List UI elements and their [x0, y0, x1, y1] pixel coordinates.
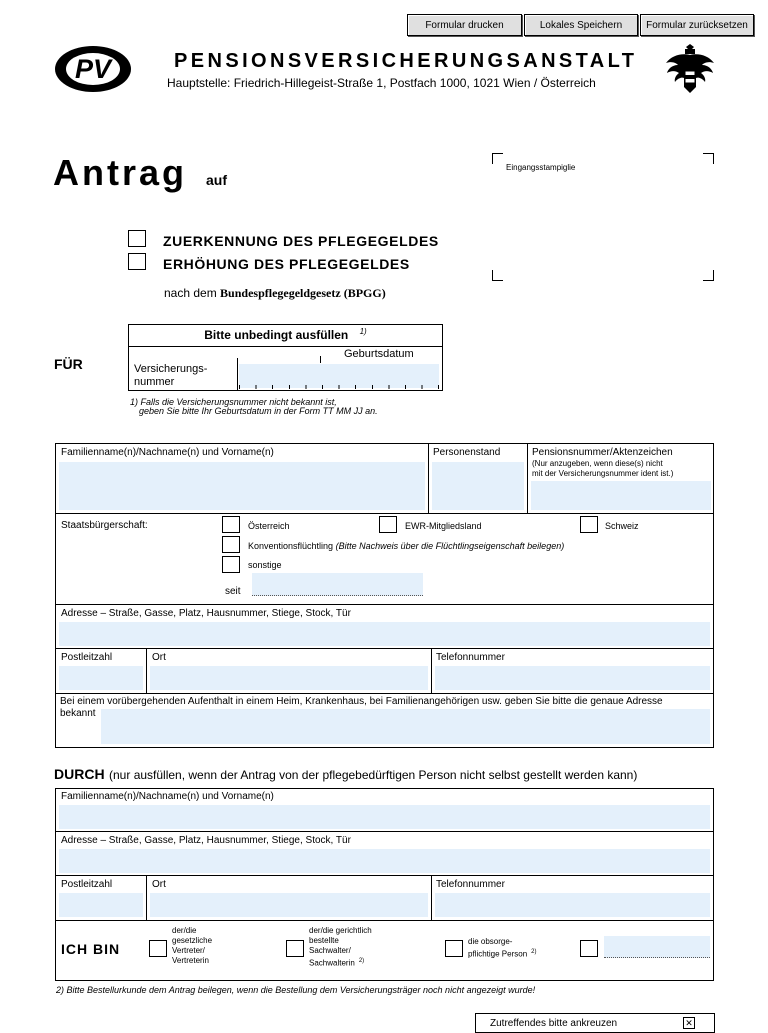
- required-box-vdivider: [237, 358, 238, 391]
- durch-label: DURCH: [54, 766, 105, 782]
- durch-city-input[interactable]: [150, 893, 428, 917]
- zip-input[interactable]: [59, 666, 143, 690]
- law-reference: [164, 286, 386, 301]
- bottom-hint-text: Zutreffendes bitte ankreuzen: [490, 1018, 618, 1029]
- durch-phone-label: Telefonnummer: [436, 879, 505, 890]
- durch-name-label: Familienname(n)/Nachname(n) und Vorname(n): [61, 791, 274, 802]
- required-box-title: [128, 327, 443, 342]
- role-guardian-label: [309, 926, 372, 969]
- role-guardian-fn: 2): [358, 958, 365, 964]
- durch-zip-label: Postleitzahl: [61, 879, 113, 890]
- status-input[interactable]: [432, 462, 524, 510]
- role-custodian-text: die obsorge- pflichtige Person: [468, 937, 528, 959]
- required-box-footnote: 1): [359, 327, 367, 336]
- person-hdiv3: [55, 648, 714, 649]
- cit-refugee-note: (Bitte Nachweis über die Flüchtlingseigenschaft beilegen): [335, 541, 565, 551]
- ich-bin-label: ICH BIN: [61, 941, 121, 957]
- city-label: Ort: [152, 652, 166, 663]
- durch-hdiv3: [55, 920, 714, 921]
- cit-ewr-checkbox[interactable]: [379, 516, 397, 533]
- durch-hdiv2: [55, 875, 714, 876]
- law-prefix: nach dem: [164, 286, 217, 300]
- address-input[interactable]: [59, 622, 710, 646]
- cit-other-label: sonstige: [248, 560, 282, 570]
- cit-other-checkbox[interactable]: [222, 556, 240, 573]
- option-increase-label: ERHÖHUNG DES PFLEGEGELDES: [163, 256, 410, 272]
- phone-input[interactable]: [435, 666, 710, 690]
- option-increase-checkbox[interactable]: [128, 253, 146, 270]
- person-hdiv4: [55, 693, 714, 694]
- status-label: Personenstand: [433, 447, 501, 458]
- law-name: Bundespflegegeldgesetz (BPGG): [220, 286, 386, 300]
- stamp-corner-tl: [492, 153, 503, 164]
- role-custodian-fn: 2): [531, 949, 537, 955]
- page-title: Antrag: [53, 152, 187, 193]
- cit-swiss-checkbox[interactable]: [580, 516, 598, 533]
- role-other-input[interactable]: [604, 936, 710, 958]
- bottom-hint-check-icon: ✕: [683, 1017, 695, 1029]
- temp-address-label: Bei einem vorübergehenden Aufenthalt in einem Heim, Krankenhaus, bei Familienangehörigen usw. geben Sie bitte die genaue Adresse bekannt: [60, 696, 663, 719]
- stamp-corner-br: [703, 270, 714, 281]
- phone-label: Telefonnummer: [436, 652, 505, 663]
- birthdate-tick: [320, 356, 321, 363]
- durch-vdiv2: [431, 875, 432, 920]
- cit-ewr-label: EWR-Mitgliedsland: [405, 521, 482, 531]
- durch-name-input[interactable]: [59, 805, 710, 829]
- durch-vdiv1: [146, 875, 147, 920]
- fuer-label: FÜR: [54, 356, 83, 372]
- option-award-checkbox[interactable]: [128, 230, 146, 247]
- cit-refugee-checkbox[interactable]: [222, 536, 240, 553]
- role-guardian-text: der/die gerichtlich bestellte Sachwalter/ Sachwalterin: [309, 926, 372, 968]
- name-label: Familienname(n)/Nachname(n) und Vorname(n): [61, 447, 274, 458]
- temp-address-input[interactable]: [101, 709, 710, 744]
- person-vdiv2: [527, 443, 528, 513]
- person-vdiv3: [146, 648, 147, 693]
- required-box-title-text: Bitte unbedingt ausfüllen: [204, 328, 349, 342]
- durch-address-label: Adresse – Straße, Gasse, Platz, Hausnummer, Stiege, Stock, Tür: [61, 835, 351, 846]
- footnote2: 2) Bitte Bestellurkunde dem Antrag beilegen, wenn die Bestellung dem Versicherungsträger noch nicht angezeigt wurde!: [56, 985, 536, 995]
- stamp-corner-tr: [703, 153, 714, 164]
- birthdate-label: Geburtsdatum: [344, 348, 414, 360]
- role-guardian-checkbox[interactable]: [286, 940, 304, 957]
- page-title-sub: auf: [206, 172, 227, 188]
- required-box-divider: [128, 346, 443, 347]
- org-name: PENSIONSVERSICHERUNGSANSTALT: [174, 50, 638, 72]
- person-hdiv1: [55, 513, 714, 514]
- durch-city-label: Ort: [152, 879, 166, 890]
- durch-address-input[interactable]: [59, 849, 710, 873]
- since-label: seit: [225, 586, 241, 597]
- coat-of-arms-icon: [664, 43, 716, 95]
- cit-refugee-text: Konventionsflüchtling: [248, 541, 334, 551]
- save-locally-button[interactable]: Lokales Speichern: [524, 14, 638, 36]
- pv-logo: [53, 44, 133, 94]
- pv-logo-text: PV: [74, 54, 112, 84]
- option-award-label: ZUERKENNUNG DES PFLEGEGELDES: [163, 233, 439, 249]
- role-legal-rep-label: der/die gesetzliche Vertreter/ Vertreterin: [172, 926, 213, 965]
- cit-austria-checkbox[interactable]: [222, 516, 240, 533]
- person-vdiv4: [431, 648, 432, 693]
- role-custodian-label: [468, 937, 537, 960]
- durch-note: (nur ausfüllen, wenn der Antrag von der pflegebedürftigen Person nicht selbst gestellt werden kann): [109, 768, 638, 782]
- footnote1-line1: 1) Falls die Versicherungsnummer nicht bekannt ist,: [130, 397, 337, 407]
- pension-label: Pensionsnummer/Aktenzeichen: [532, 447, 673, 458]
- zip-label: Postleitzahl: [61, 652, 113, 663]
- citizenship-label: Staatsbürgerschaft:: [61, 520, 148, 531]
- address-label: Adresse – Straße, Gasse, Platz, Hausnummer, Stiege, Stock, Tür: [61, 608, 351, 619]
- person-vdiv1: [428, 443, 429, 513]
- reset-form-button[interactable]: Formular zurücksetzen: [640, 14, 754, 36]
- stamp-label: Eingangsstampiglie: [506, 163, 576, 172]
- durch-hdiv1: [55, 831, 714, 832]
- person-hdiv2: [55, 604, 714, 605]
- durch-heading: [54, 766, 637, 784]
- svn-label: Versicherungs- nummer: [134, 363, 208, 388]
- since-input[interactable]: [252, 573, 423, 596]
- durch-zip-input[interactable]: [59, 893, 143, 917]
- footnote1-line2: geben Sie bitte Ihr Geburtsdatum in der Form TT MM JJ an.: [139, 406, 378, 416]
- pension-input[interactable]: [531, 481, 711, 510]
- role-other-checkbox[interactable]: [580, 940, 598, 957]
- pension-note: (Nur anzugeben, wenn diese(s) nicht mit der Versicherungsnummer ident ist.): [532, 459, 674, 478]
- role-custodian-checkbox[interactable]: [445, 940, 463, 957]
- svn-digit-ticks: [239, 385, 439, 389]
- cit-swiss-label: Schweiz: [605, 521, 639, 531]
- role-legal-rep-checkbox[interactable]: [149, 940, 167, 957]
- stamp-corner-bl: [492, 270, 503, 281]
- durch-phone-input[interactable]: [435, 893, 710, 917]
- cit-refugee-label: [248, 541, 564, 551]
- cit-austria-label: Österreich: [248, 521, 290, 531]
- print-form-button[interactable]: Formular drucken: [407, 14, 522, 36]
- city-input[interactable]: [150, 666, 428, 690]
- name-input[interactable]: [59, 462, 425, 510]
- org-address: Hauptstelle: Friedrich-Hillegeist-Straße 1, Postfach 1000, 1021 Wien / Österreich: [167, 76, 596, 90]
